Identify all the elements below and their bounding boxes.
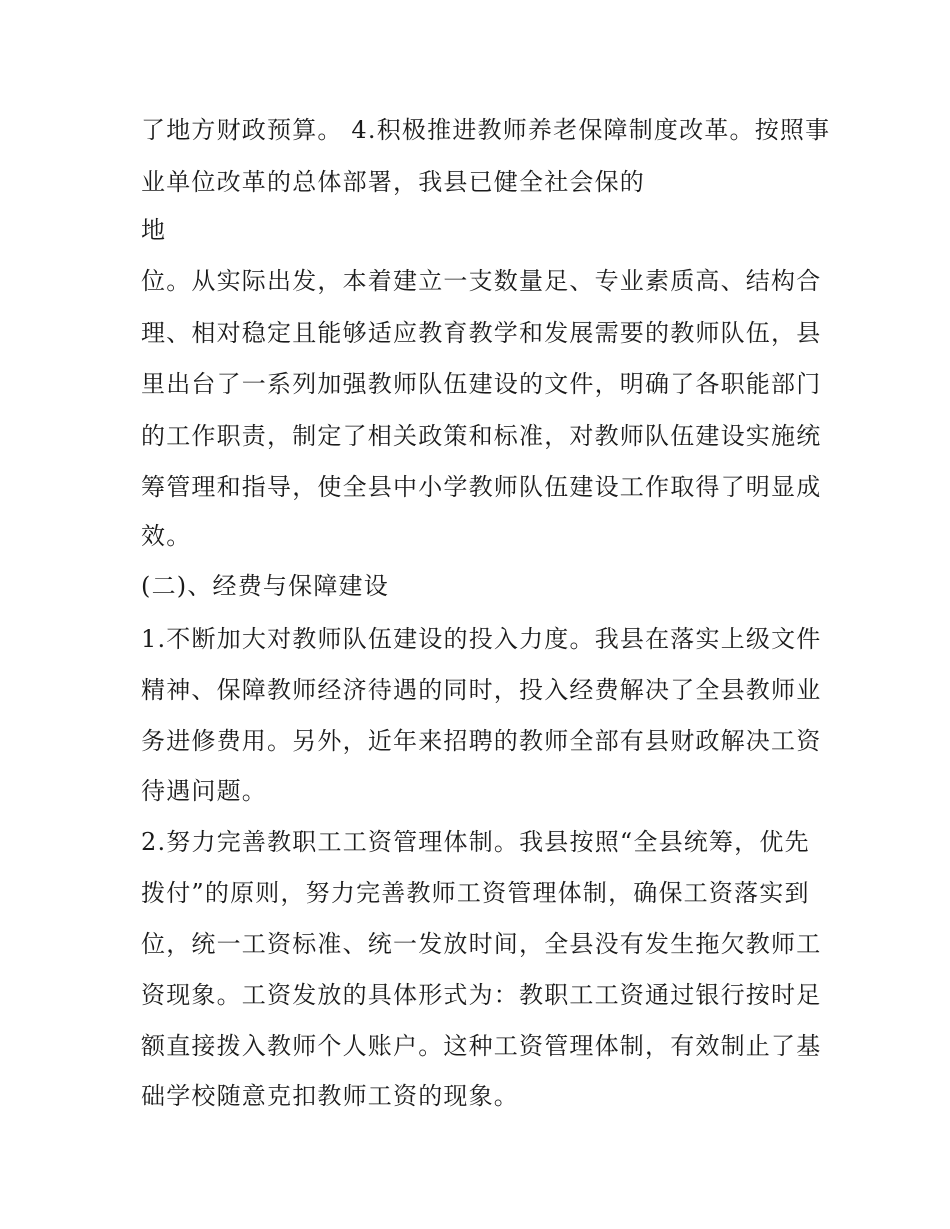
text-line: 额直接拨入教师个人账户。这种工资管理体制，有效制止了基	[141, 1032, 822, 1060]
text-line: 效。	[141, 522, 192, 550]
text-line: 2.努力完善教职工工资管理体制。我县按照“全县统筹，优先	[141, 828, 810, 856]
text-line: 筹管理和指导，使全县中小学教师队伍建设工作取得了明显成	[141, 473, 822, 501]
text-line: 资现象。工资发放的具体形式为：教职工工资通过银行按时足	[141, 981, 822, 1009]
text-line: 精神、保障教师经济待遇的同时，投入经费解决了全县教师业	[141, 676, 822, 704]
text-line: 1.不断加大对教师队伍建设的投入力度。我县在落实上级文件	[141, 625, 822, 653]
text-line: 业单位改革的总体部署，我县已健全社会保的	[141, 168, 645, 196]
section-heading: (二)、经费与保障建设	[141, 572, 389, 600]
text-line: 的工作职责，制定了相关政策和标准，对教师队伍建设实施统	[141, 422, 822, 450]
text-line: 拨付”的原则，努力完善教师工资管理体制，确保工资落实到	[141, 879, 810, 907]
text-line: 里出台了一系列加强教师队伍建设的文件，明确了各职能部门	[141, 370, 822, 398]
text-line: 础学校随意克扣教师工资的现象。	[141, 1082, 519, 1110]
text-line: 务进修费用。另外，近年来招聘的教师全部有县财政解决工资	[141, 727, 822, 755]
text-line: 理、相对稳定且能够适应教育教学和发展需要的教师队伍，县	[141, 319, 822, 347]
text-line: 位，统一工资标准、统一发放时间，全县没有发生拖欠教师工	[141, 930, 822, 958]
text-line: 位。从实际出发，本着建立一支数量足、专业素质高、结构合	[141, 267, 822, 295]
text-line: 地	[141, 216, 167, 244]
text-line: 待遇问题。	[141, 777, 267, 805]
text-line: 了地方财政预算。 4.积极推进教师养老保障制度改革。按照事	[141, 116, 831, 144]
